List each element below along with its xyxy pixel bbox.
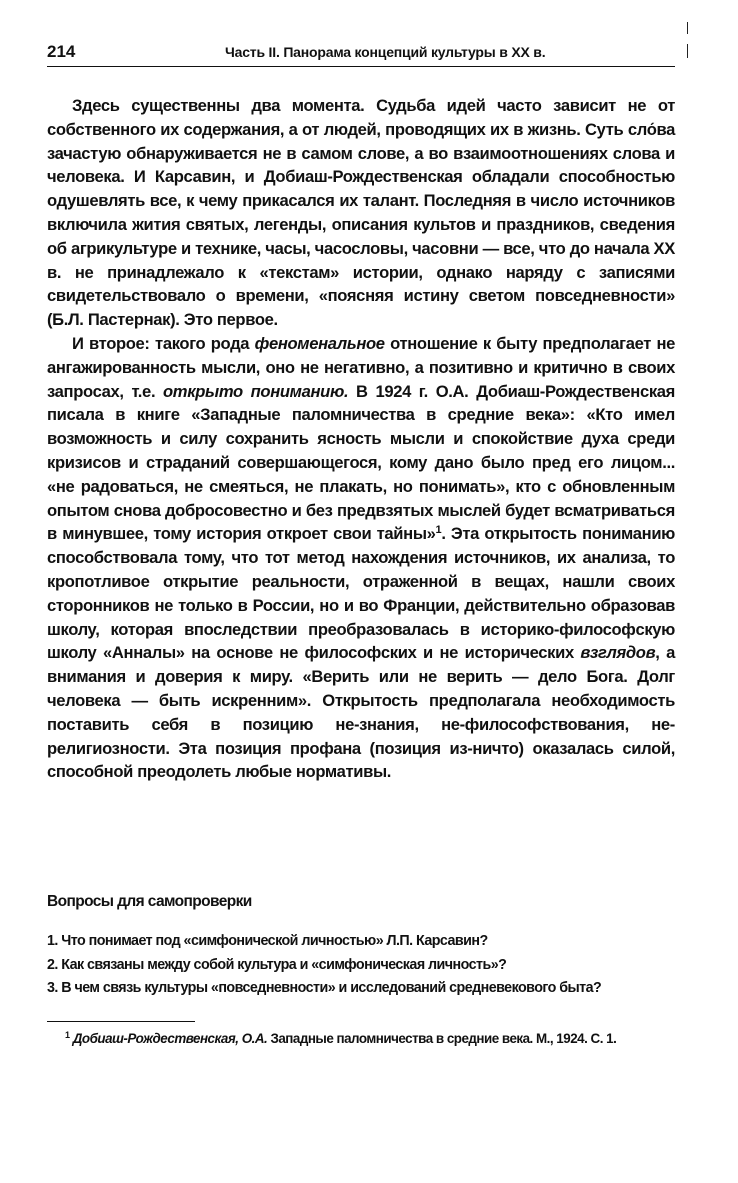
emphasis: открыто пониманию. <box>163 381 349 401</box>
text-run: . Эта открытость пониманию способствовала тому, что тот метод нахождения источников, их анализа, то кропотливое открытие реальности, отраженной в вещах, нашли своих сторонников не только в России, но и во Франции, действительно образовав школу, которая впоследствии преобразовалась в историко-философскую школу «Анналы» на основе не философских и не исторических <box>47 524 675 663</box>
questions-list <box>47 930 687 1001</box>
footnote-rule <box>47 1021 195 1022</box>
text-run: В 1924 г. О.А. Добиаш-Рождественская писала в книге «Западные паломничества в средние века»: «Кто имел возможность и силу сохранить ясность мысли и спокойствие духа среди кризисов и страданий совершающегося, кому дано было пред его лицом... «не радоваться, не смеяться, не плакать, но понимать», кто с обновленным опытом снова добросовестно и без предвзятых мыслей будет всматриваться в минувшее, тому история откроет свои тайны» <box>47 381 675 544</box>
main-text <box>47 94 675 784</box>
running-header <box>47 40 675 67</box>
footnote-ref: 1 <box>435 524 442 537</box>
footnote-marker: 1 <box>65 1030 70 1040</box>
questions-title: Вопросы для самопроверки <box>47 893 252 910</box>
footnote-text: Западные паломничества в средние века. М., 1924. С. 1. <box>267 1031 617 1046</box>
question-item: 2. Как связаны между собой культура и «симфоническая личность»? <box>47 956 507 973</box>
paragraph <box>47 332 675 784</box>
edge-mark-bottom <box>687 44 688 58</box>
emphasis: взглядов <box>580 643 656 663</box>
footnote-author: Добиаш-Рождественская, О.А. <box>72 1031 268 1046</box>
paragraph <box>47 94 675 332</box>
page-number: 214 <box>47 42 76 61</box>
text-run: Здесь существенны два момента. Судьба идей часто зависит не от собственного их содержания, а от людей, проводящих их в жизнь. Суть сло́ва зачастую обнаруживается не в самом слове, а во взаимоотношениях слова и человека. И Карсавин, и Добиаш-Рождественская обладали способностью одушевлять все, к чему прикасался их талант. Последняя в число источников включила жития святых, легенды, описания культов и праздников, сведения об агрикультуре и технике, часы, часословы, часовни — все, что до начала XX в. не принадлежало к «текстам» истории, однако наряду с записями свидетельствовало о времени, «поясняя истину светом повседневности» (Б.Л. Пастернак). Это первое. <box>47 96 675 330</box>
text-run: И второе: такого рода <box>72 333 255 353</box>
running-title: Часть II. Панорама концепций культуры в XX в. <box>225 44 546 60</box>
footnote <box>47 1028 675 1050</box>
text-run: , а внимания и доверия к миру. «Верить или не верить — дело Бога. Долг человека — быть искренним». Открытость предполагала необходимость поставить себя в позицию не-знания, не-философствования, не-религиозности. Эта позиция профана (позиция из-ничто) оказалась силой, способной преодолеть любые нормативы. <box>47 643 675 782</box>
question-item: 1. Что понимает под «симфонической личностью» Л.П. Карсавин? <box>47 933 488 949</box>
edge-mark-top <box>687 22 688 34</box>
question-item: 3. В чем связь культуры «повседневности» и исследований средневекового быта? <box>47 980 602 996</box>
emphasis: феноменальное <box>254 333 385 353</box>
text-run: отношение к быту предполагает не ангажированность мысли, оно не негативно, а позитивно и критично в своих запросах, т.е. <box>47 333 675 401</box>
